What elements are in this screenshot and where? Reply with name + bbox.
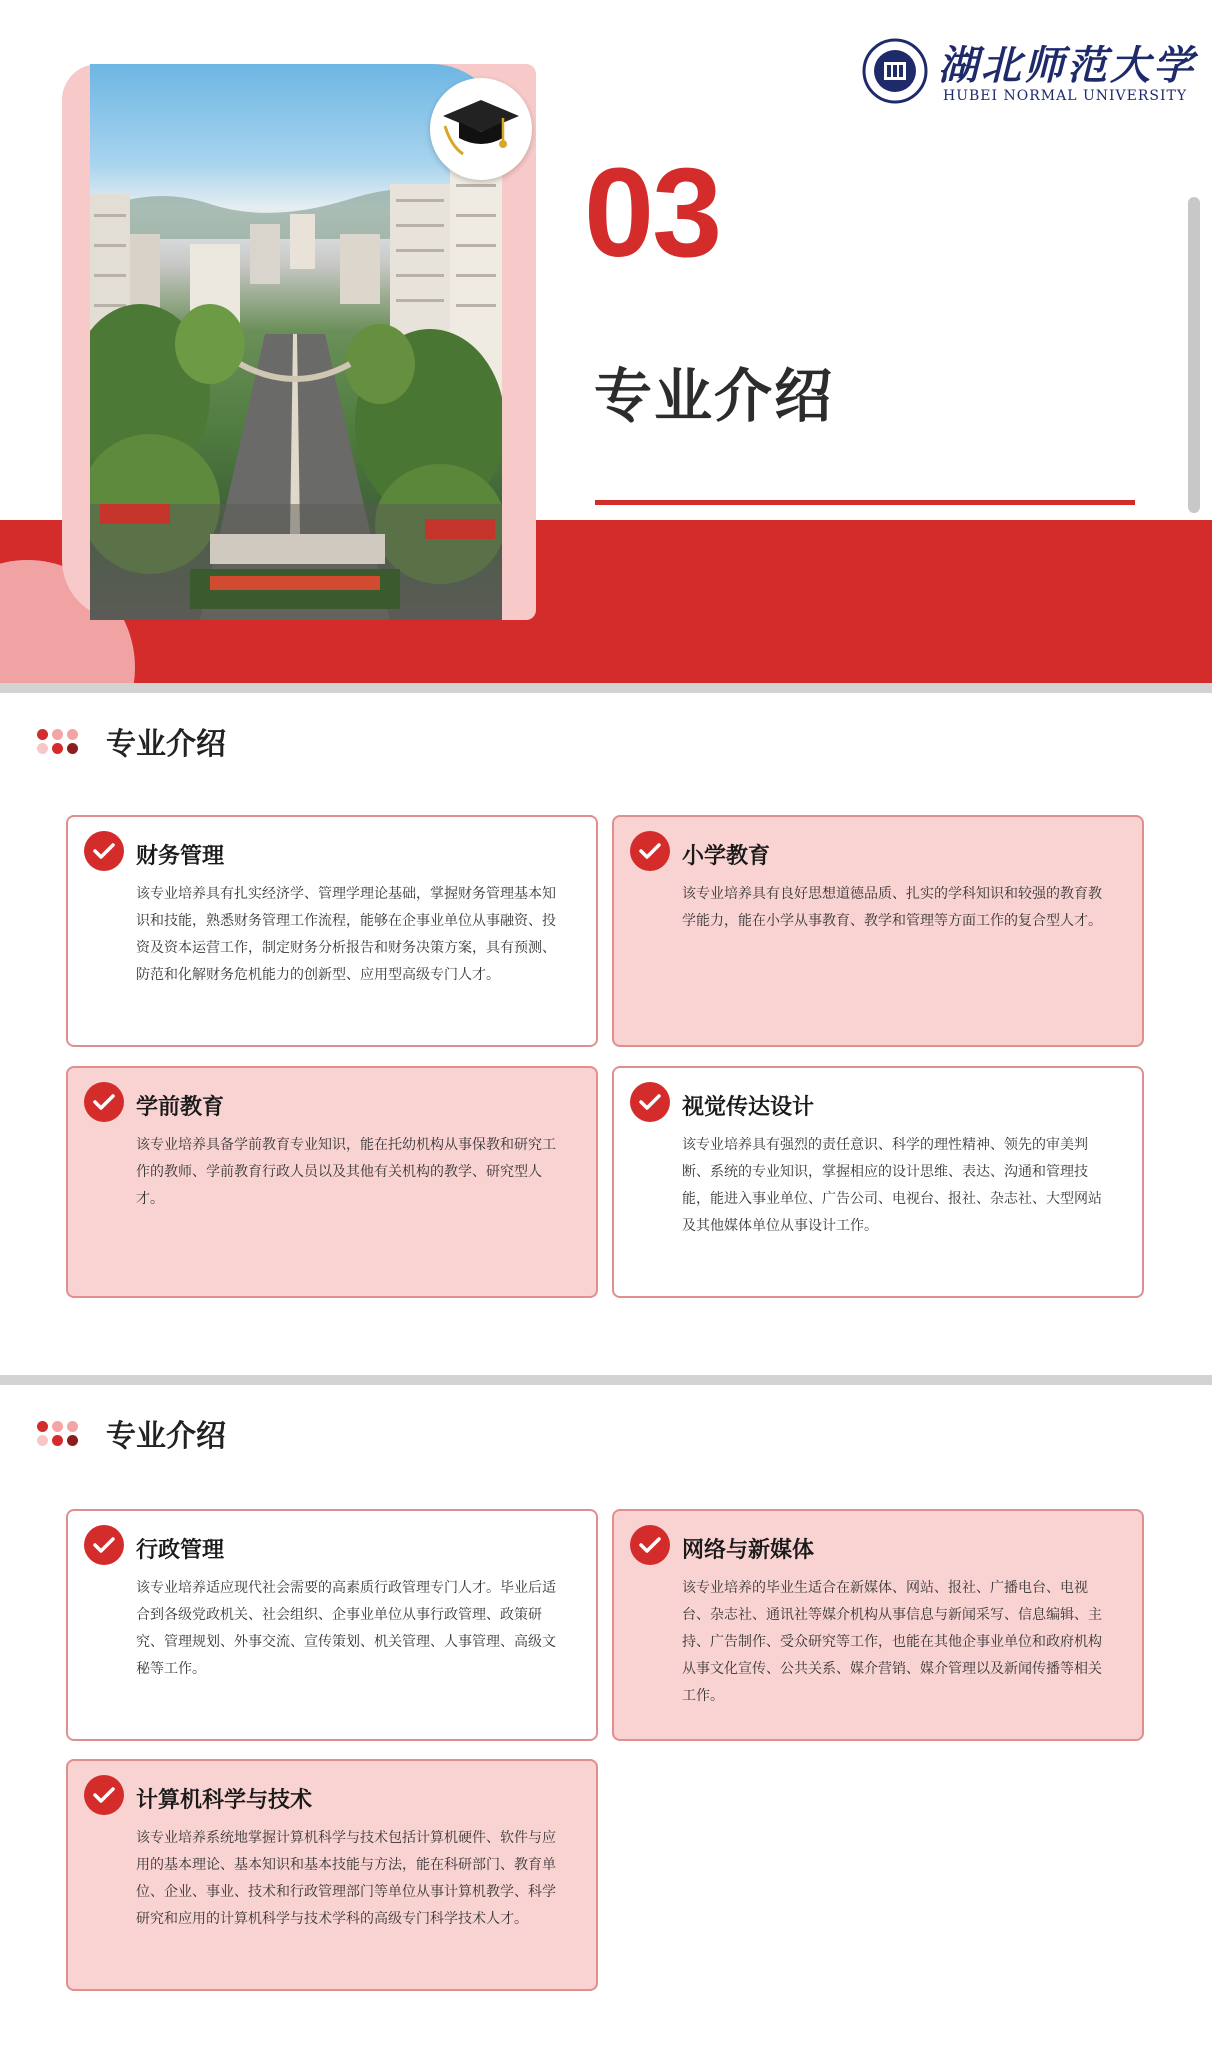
card-title: 网络与新媒体 [682, 1538, 815, 1563]
slide-heading: 专业介绍 [106, 727, 226, 762]
check-icon [630, 1082, 670, 1122]
majors-slide-1 [0, 693, 1212, 1375]
scrollbar[interactable] [1188, 197, 1200, 513]
check-icon [84, 831, 124, 871]
major-card-public-administration [66, 1509, 598, 1741]
section-title: 专业介绍 [594, 362, 835, 430]
major-card-computer-science [66, 1759, 598, 1991]
card-description: 该专业培养具有扎实经济学、管理学理论基础，掌握财务管理基本知识和技能，熟悉财务管理工作流程，能够在企事业单位从事融资、投资及资本运营工作，制定财务分析报告和财务决策方案，具有预测、防范和化解财务危机能力的创新型、应用型高级专门人才。 [136, 886, 556, 983]
title-underline [595, 500, 1135, 505]
major-card-preschool-education [66, 1066, 598, 1298]
graduation-cap-icon [441, 96, 521, 162]
check-icon [84, 1082, 124, 1122]
major-card-new-media [612, 1509, 1144, 1741]
university-emblem-icon [862, 38, 928, 104]
majors-slide-2 [0, 1385, 1212, 2067]
check-icon [84, 1775, 124, 1815]
card-description: 该专业培养具有强烈的责任意识、科学的理性精神、领先的审美判断、系统的专业知识，掌握相应的设计思维、表达、沟通和管理技能，能进入事业单位、广告公司、电视台、报社、杂志社、大型网站及其他媒体单位从事设计工作。 [682, 1137, 1102, 1234]
major-card-primary-education [612, 815, 1144, 1047]
card-description: 该专业培养的毕业生适合在新媒体、网站、报社、广播电台、电视台、杂志社、通讯社等媒介机构从事信息与新闻采写、信息编辑、主持、广告制作、受众研究等工作，也能在其他企事业单位和政府机构从事文化宣传、公共关系、媒介营销、媒介管理以及新闻传播等相关工作。 [682, 1580, 1102, 1704]
card-description: 该专业培养适应现代社会需要的高素质行政管理专门人才。毕业后适合到各级党政机关、社会组织、企事业单位从事行政管理、政策研究、管理规划、外事交流、宣传策划、机关管理、人事管理、高级文秘等工作。 [136, 1580, 556, 1677]
section-number: 03 [584, 142, 721, 283]
card-description: 该专业培养系统地掌握计算机科学与技术包括计算机硬件、软件与应用的基本理论、基本知识和基本技能与方法，能在科研部门、教育单位、企业、事业、技术和行政管理部门等单位从事计算机教学、科学研究和应用的计算机科学与技术学科的高级专门科学技术人才。 [136, 1830, 556, 1927]
dots-icon [37, 729, 87, 759]
card-title: 计算机科学与技术 [136, 1788, 313, 1813]
check-icon [630, 831, 670, 871]
university-name-cn: 湖北师范大学 [938, 42, 1196, 89]
card-title: 小学教育 [682, 844, 771, 869]
cover-slide [0, 0, 1212, 683]
graduation-cap-badge [430, 78, 532, 180]
check-icon [84, 1525, 124, 1565]
dots-icon [37, 1421, 87, 1451]
university-name-en: HUBEI NORMAL UNIVERSITY [943, 88, 1188, 104]
card-description: 该专业培养具备学前教育专业知识，能在托幼机构从事保教和研究工作的教师、学前教育行政人员以及其他有关机构的教学、研究型人才。 [136, 1137, 556, 1207]
card-title: 行政管理 [136, 1538, 225, 1563]
major-card-visual-design [612, 1066, 1144, 1298]
major-card-finance [66, 815, 598, 1047]
card-title: 学前教育 [136, 1095, 225, 1120]
slide-heading: 专业介绍 [106, 1419, 226, 1454]
card-title: 财务管理 [136, 844, 225, 869]
check-icon [630, 1525, 670, 1565]
card-description: 该专业培养具有良好思想道德品质、扎实的学科知识和较强的教育教学能力，能在小学从事教育、教学和管理等方面工作的复合型人才。 [682, 886, 1102, 929]
university-logo [862, 34, 1196, 110]
card-title: 视觉传达设计 [682, 1095, 815, 1120]
